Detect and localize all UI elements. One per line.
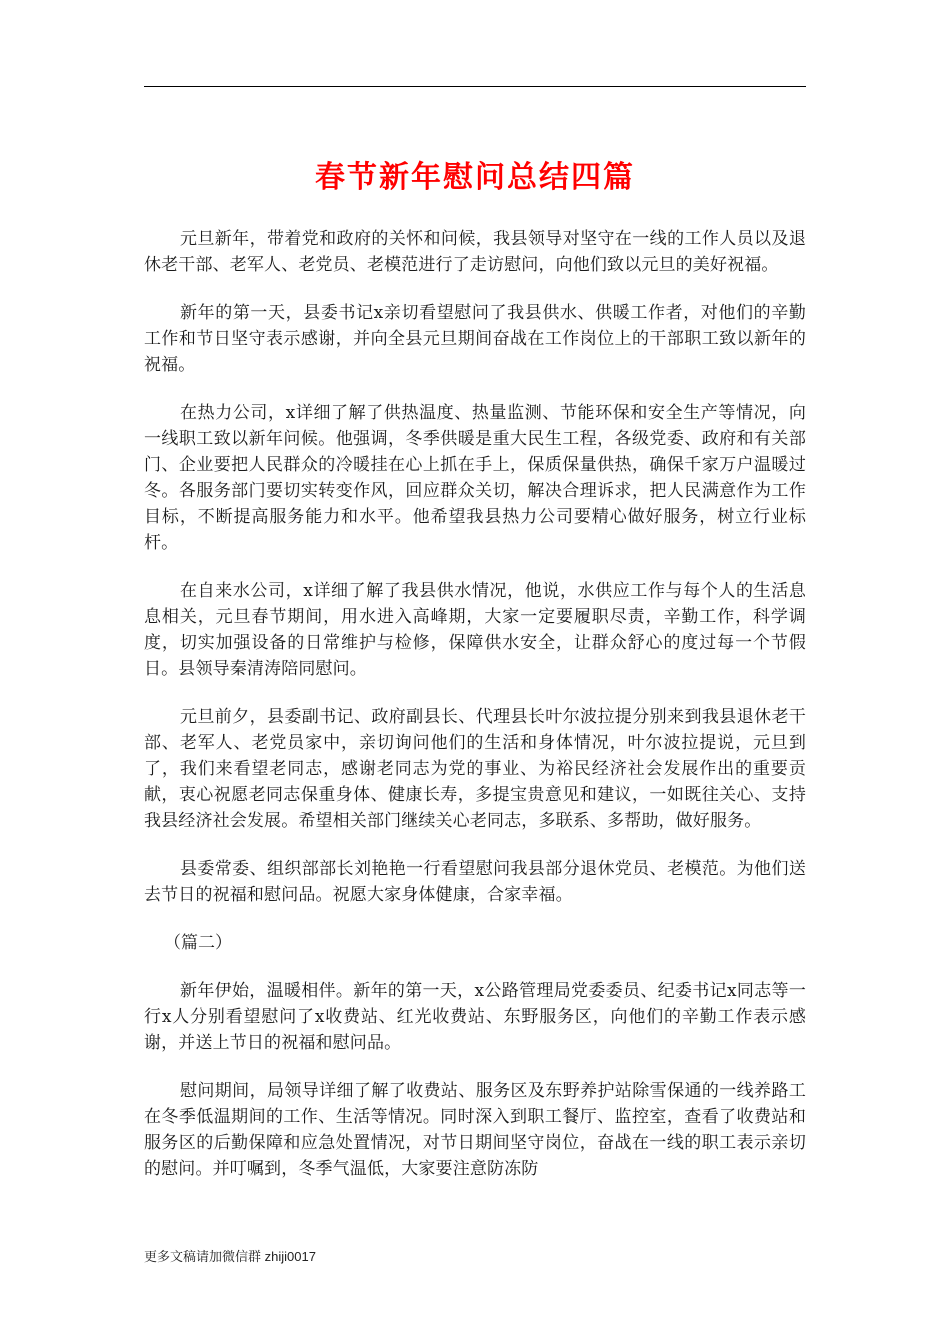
paragraph-1: 元旦新年，带着党和政府的关怀和问候，我县领导对坚守在一线的工作人员以及退休老干部、老军人、老党员、老模范进行了走访慰问，向他们致以元旦的美好祝福。	[144, 229, 806, 275]
document-body	[144, 226, 806, 1204]
paragraph-6: 县委常委、组织部部长刘艳艳一行看望慰问我县部分退休党员、老模范。为他们送去节日的祝福和慰问品。祝愿大家身体健康，合家幸福。	[144, 859, 806, 905]
paragraph-2: 新年的第一天，县委书记x亲切看望慰问了我县供水、供暖工作者，对他们的辛勤工作和节日坚守表示感谢，并向全县元旦期间奋战在工作岗位上的干部职工致以新年的祝福。	[144, 303, 806, 375]
paragraph-4: 在自来水公司，x详细了解了我县供水情况，他说，水供应工作与每个人的生活息息相关，元旦春节期间，用水进入高峰期，大家一定要履职尽责，辛勤工作，科学调度，切实加强设备的日常维护与检修，保障供水安全，让群众舒心的度过每一个节假日。县领导秦清涛陪同慰问。	[144, 581, 806, 679]
paragraph-8: 慰问期间，局领导详细了解了收费站、服务区及东野养护站除雪保通的一线养路工在冬季低温期间的工作、生活等情况。同时深入到职工餐厅、监控室，查看了收费站和服务区的后勤保障和应急处置情况，对节日期间坚守岗位，奋战在一线的职工表示亲切的慰问。并叮嘱到，冬季气温低，大家要注意防冻防	[144, 1081, 806, 1179]
header-rule	[144, 86, 806, 87]
section-marker: （篇二）	[164, 933, 232, 953]
footer-note: 更多文稿请加微信群 zhiji0017	[144, 1249, 316, 1264]
paragraph-5: 元旦前夕，县委副书记、政府副县长、代理县长叶尔波拉提分别来到我县退休老干部、老军人、老党员家中，亲切询问他们的生活和身体情况，叶尔波拉提说，元旦到了，我们来看望老同志，感谢老同志为党的事业、为裕民经济社会发展作出的重要贡献，衷心祝愿老同志保重身体、健康长寿，多提宝贵意见和建议，一如既往关心、支持我县经济社会发展。希望相关部门继续关心老同志，多联系、多帮助，做好服务。	[144, 707, 806, 831]
document-title: 春节新年慰问总结四篇	[315, 160, 635, 195]
paragraph-3: 在热力公司，x详细了解了供热温度、热量监测、节能环保和安全生产等情况，向一线职工致以新年问候。他强调，冬季供暖是重大民生工程，各级党委、政府和有关部门、企业要把人民群众的冷暖挂在心上抓在手上，保质保量供热，确保千家万户温暖过冬。各服务部门要切实转变作风，回应群众关切，解决合理诉求，把人民满意作为工作目标，不断提高服务能力和水平。他希望我县热力公司要精心做好服务，树立行业标杆。	[144, 403, 806, 553]
paragraph-7: 新年伊始，温暖相伴。新年的第一天，x公路管理局党委委员、纪委书记x同志等一行x人分别看望慰问了x收费站、红光收费站、东野服务区，向他们的辛勤工作表示感谢，并送上节日的祝福和慰问品。	[144, 981, 806, 1053]
